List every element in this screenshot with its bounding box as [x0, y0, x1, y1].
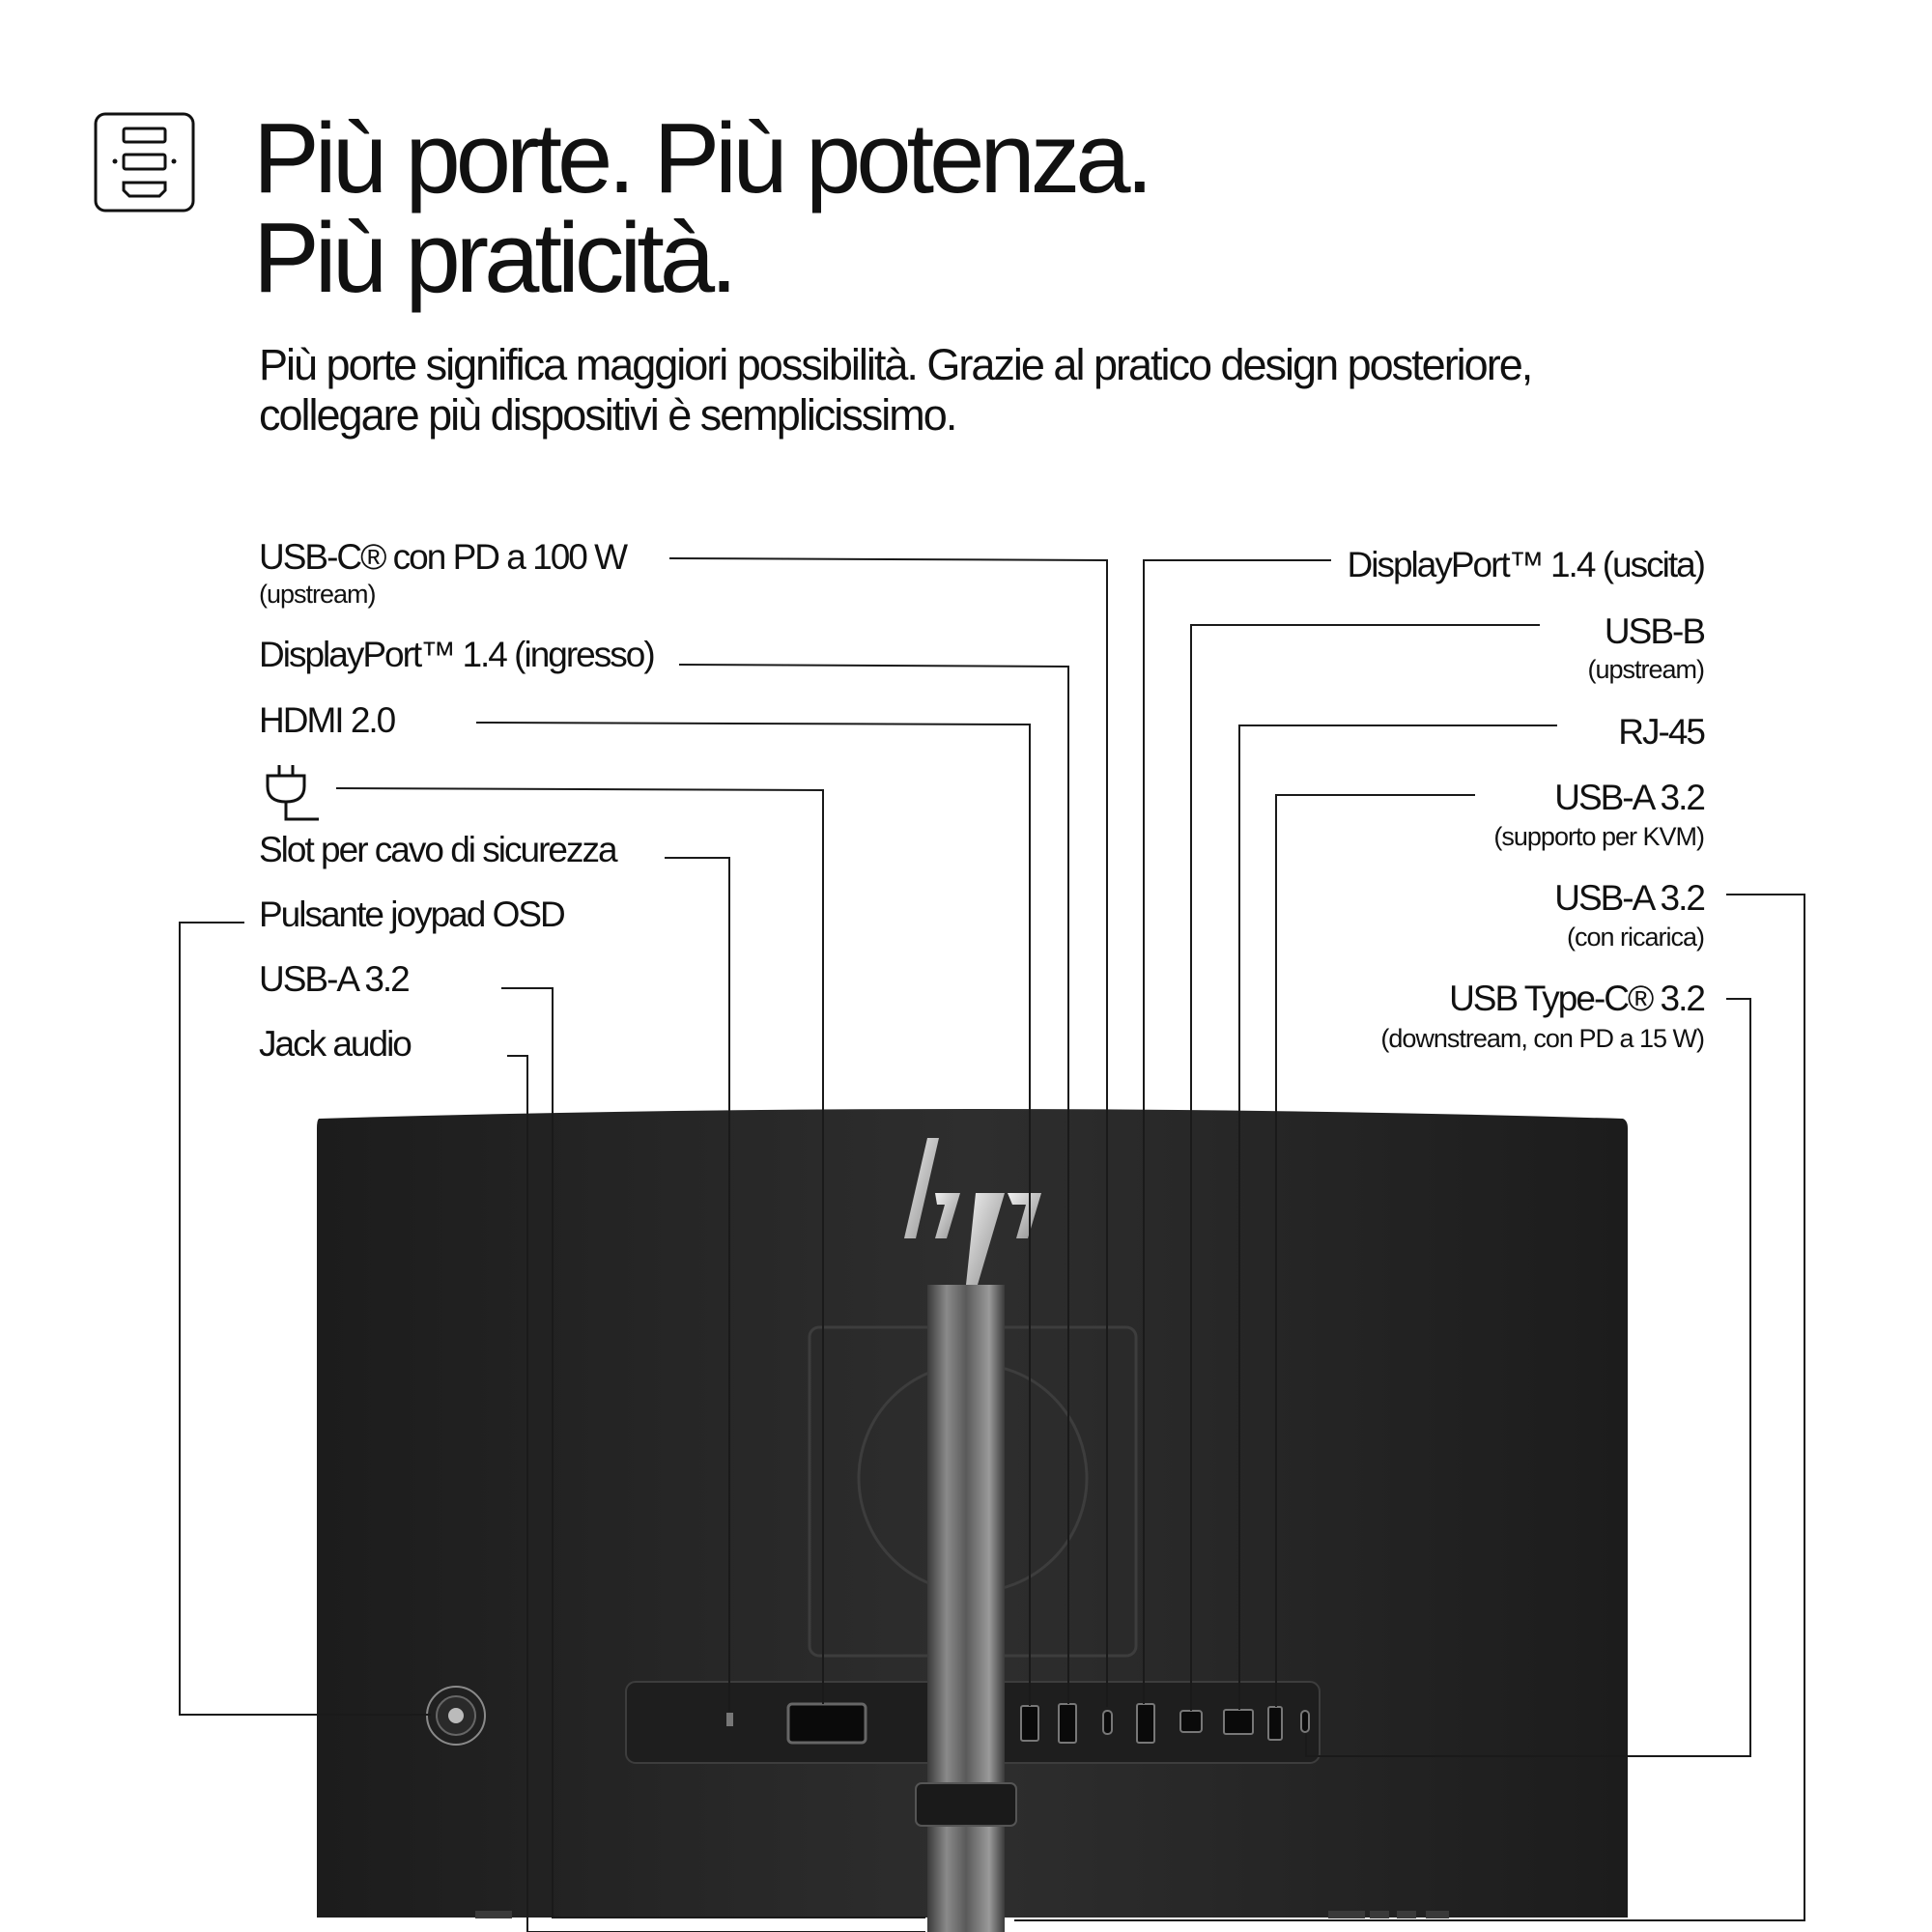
label-usbc-pd: USB-C® con PD a 100 W	[259, 537, 627, 577]
power-socket-icon	[788, 1704, 866, 1743]
title-line-2: Più praticità.	[253, 202, 733, 313]
sub-usbc-pd: (upstream)	[259, 580, 376, 609]
label-dp-in: DisplayPort™ 1.4 (ingresso)	[259, 635, 654, 674]
label-hdmi: HDMI 2.0	[259, 700, 395, 740]
usb-a-icon	[1268, 1707, 1282, 1740]
usb-b-icon	[1180, 1711, 1202, 1732]
power-plug-icon	[263, 761, 321, 823]
sub-usba-kvm: (supporto per KVM)	[1493, 822, 1704, 851]
label-audio: Jack audio	[259, 1024, 411, 1064]
hdmi-port-icon	[1021, 1706, 1038, 1741]
label-usbc-down: USB Type-C® 3.2	[1449, 979, 1704, 1018]
label-usba-left: USB-A 3.2	[259, 959, 409, 999]
lock-icon	[726, 1713, 733, 1726]
label-usba-kvm: USB-A 3.2	[1554, 778, 1704, 817]
label-dp-out: DisplayPort™ 1.4 (uscita)	[1347, 545, 1704, 584]
subtitle-line-2: collegare più dispositivi è semplicissimo.	[259, 390, 956, 440]
displayport-in-icon	[1059, 1704, 1076, 1743]
monitor-stand	[916, 1285, 1016, 1932]
usb-c-small-icon	[1301, 1711, 1309, 1732]
usb-c-icon	[1103, 1711, 1112, 1734]
label-usbb: USB-B	[1604, 611, 1704, 651]
joypad-button	[427, 1687, 485, 1745]
label-joypad: Pulsante joypad OSD	[259, 895, 564, 934]
displayport-out-icon	[1137, 1704, 1154, 1743]
sub-usbb: (upstream)	[1587, 655, 1704, 684]
label-lock: Slot per cavo di sicurezza	[259, 830, 616, 869]
subtitle-line-1: Più porte significa maggiori possibilità. Grazie al pratico design posteriore,	[259, 340, 1532, 389]
sub-usbc-down: (downstream, con PD a 15 W)	[1380, 1024, 1704, 1053]
label-usba-charge: USB-A 3.2	[1554, 878, 1704, 918]
sub-usba-charge: (con ricarica)	[1566, 923, 1704, 952]
rj45-icon	[1224, 1710, 1253, 1734]
title-line-1: Più porte. Più potenza.	[253, 102, 1150, 213]
label-rj45: RJ-45	[1618, 712, 1704, 752]
